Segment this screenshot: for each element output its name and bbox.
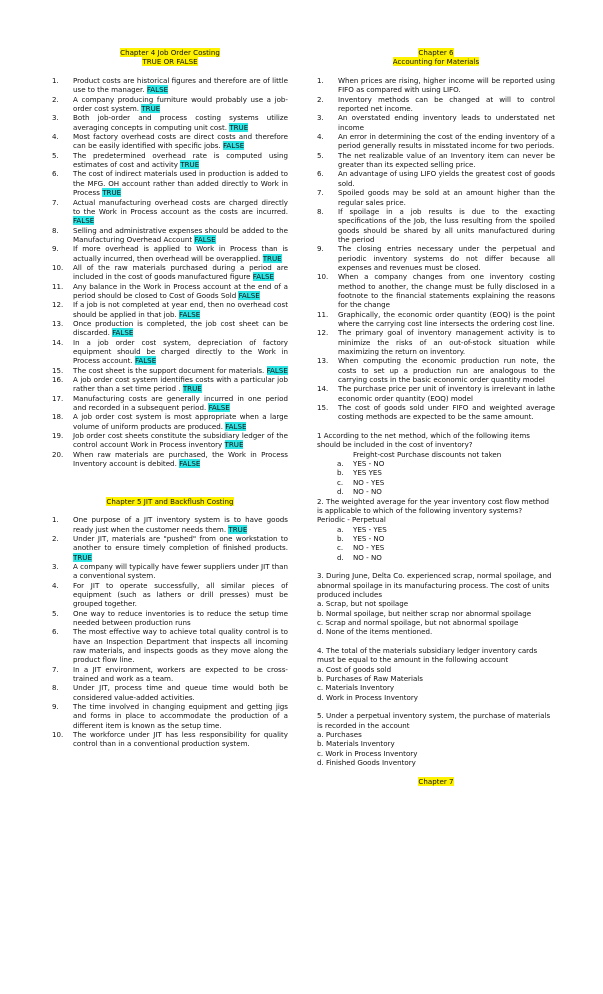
answer-badge: FALSE: [179, 459, 201, 469]
chapter-5-title: Chapter 5 JIT and Backflush Costing: [106, 496, 234, 506]
item-number: 14.: [317, 384, 329, 394]
mc-question-2: [317, 497, 555, 562]
ch6-item: [317, 188, 555, 207]
chapter-7-title: Chapter 7: [418, 776, 454, 786]
option-text: YES - NO: [353, 459, 385, 469]
ch6-item: [317, 151, 555, 170]
chapter-5-list: [52, 515, 288, 749]
mc-option: c. Materials Inventory: [317, 683, 395, 693]
item-number: 7.: [317, 188, 324, 198]
item-number: 11.: [317, 309, 329, 319]
mc-question-4-stem: 4. The total of the materials subsidiary ledger inventory cards must be equal to the amount in the following account: [317, 646, 538, 665]
mc-option: [317, 478, 555, 487]
item-number: 6.: [52, 169, 59, 179]
item-number: 15.: [52, 365, 64, 375]
item-text: Job order cost sheets constitute the subsidiary ledger of the control account Work in Process inventory: [73, 431, 288, 450]
ch5-item: [52, 609, 288, 628]
item-number: 2.: [52, 94, 59, 104]
ch6-item: [317, 272, 555, 309]
answer-badge: TRUE: [182, 384, 202, 394]
item-text: When raw materials are purchased, the Work in Process Inventory account is debited.: [73, 449, 288, 469]
mc-question-1-options: [317, 459, 555, 496]
item-number: 12.: [317, 328, 329, 338]
item-number: 18.: [52, 412, 64, 422]
answer-badge: TRUE: [262, 253, 282, 263]
ch6-item: [317, 356, 555, 384]
answer-badge: FALSE: [73, 216, 95, 226]
ch6-item: [317, 132, 555, 151]
item-number: 8.: [317, 206, 324, 216]
mc-question-2-header: Periodic - Perpetual: [317, 515, 386, 525]
mc-question-5-options: [317, 730, 555, 767]
item-number: 5.: [52, 150, 59, 160]
item-number: 6.: [317, 169, 324, 179]
option-text: NO - NO: [353, 552, 382, 562]
item-text: The primary goal of inventory management activity is to minimize the risks of an out-of-stock situation while maximizing the return on inventory.: [338, 328, 555, 356]
item-text: When prices are rising, higher income will be reported using FIFO as compared with using LIFO.: [338, 76, 555, 95]
item-number: 16.: [52, 375, 64, 385]
option-letter: c.: [337, 477, 344, 487]
ch4-item: [52, 431, 288, 450]
item-text: When computing the economic production run note, the costs to set up a production run are analogous to the carrying costs in the basic economic order quantity model: [338, 356, 555, 385]
item-text: The net realizable value of an Inventory item can never be greater than its expected selling price.: [338, 150, 555, 170]
item-text: If spoilage in a job results is due to the exacting specifications of the Job, the luss resulting from the spoiled goods should be shared by all units manufactured during the period: [338, 206, 555, 244]
item-text: In a job order cost system, depreciation of factory equipment should be charged directly to the Work in Process account.: [73, 337, 288, 366]
ch5-item: [52, 665, 288, 684]
ch4-item: [52, 366, 288, 375]
ch6-item: [317, 328, 555, 356]
answer-badge: FALSE: [238, 290, 260, 300]
item-number: 17.: [52, 393, 64, 403]
ch4-item: [52, 198, 288, 226]
item-number: 6.: [52, 627, 59, 637]
mc-option: [317, 487, 555, 496]
item-text: Manufacturing costs are generally incurred in one period and recorded in a subsequent period.: [73, 393, 288, 413]
answer-badge: FALSE: [208, 403, 230, 413]
mc-option: [317, 525, 555, 534]
ch6-item: [317, 403, 555, 422]
ch6-item: [317, 76, 555, 95]
chapter-6-heading: [317, 48, 555, 67]
mc-option: [317, 468, 555, 477]
answer-badge: FALSE: [252, 272, 275, 282]
answer-badge: FALSE: [266, 365, 288, 375]
mc-question-3: [317, 571, 555, 636]
mc-option: [317, 534, 555, 543]
item-text: A company will typically have fewer suppliers under JIT than a conventional system.: [73, 561, 288, 581]
ch4-item: [52, 282, 288, 301]
item-text: An overstated ending inventory leads to understated net income: [338, 113, 555, 132]
mc-question-1: [317, 431, 555, 496]
item-text: The workforce under JIT has less responsibility for quality control than in a conventional production system.: [73, 730, 288, 749]
item-text: In a JIT environment, workers are expected to be cross-trained and work as a team.: [73, 664, 288, 684]
answer-badge: TRUE: [102, 188, 122, 198]
item-number: 4.: [52, 132, 59, 142]
item-number: 11.: [52, 281, 64, 291]
item-number: 19.: [52, 431, 64, 441]
ch5-item: [52, 581, 288, 609]
mc-option: b. Materials Inventory: [317, 739, 395, 749]
item-text: An advantage of using LIFO yields the greatest cost of goods sold.: [338, 169, 555, 188]
mc-option: [317, 543, 555, 552]
mc-option: c. Scrap and normal spoilage, but not abnormal spoilage: [317, 617, 519, 627]
item-number: 2.: [317, 94, 324, 104]
item-number: 13.: [52, 318, 64, 328]
item-number: 8.: [52, 225, 59, 235]
mc-option: c. Work in Process Inventory: [317, 748, 418, 758]
ch4-item: [52, 113, 288, 132]
option-text: NO - YES: [353, 543, 385, 553]
item-text: Inventory methods can be changed at will to control reported net income.: [338, 94, 555, 114]
item-number: 1.: [52, 515, 59, 525]
item-text: When a company changes from one inventory costing method to another, the change must be fully disclosed in a footnote to the financial statements explaining the reasons for the change: [338, 272, 555, 310]
item-number: 10.: [317, 272, 329, 282]
item-text: Under JIT, materials are "pushed" from one workstation to another to ensure timely completion of finished products.: [73, 533, 288, 553]
item-text: Once production is completed, the job cost sheet can be discarded.: [73, 318, 288, 338]
ch5-item: [52, 534, 288, 562]
mc-option: d. Work in Process Inventory: [317, 692, 418, 702]
item-text: An error in determining the cost of the ending inventory of a period generally results in misstated income for two periods.: [338, 132, 555, 151]
ch4-item: [52, 300, 288, 319]
answer-badge: FALSE: [225, 421, 247, 431]
item-number: 10.: [52, 262, 64, 272]
answer-badge: TRUE: [228, 524, 248, 534]
mc-option: [317, 459, 555, 468]
item-text: Both job-order and process costing systems utilize averaging concepts in computing unit cost.: [73, 113, 288, 132]
item-number: 12.: [52, 300, 64, 310]
item-number: 14.: [52, 337, 64, 347]
item-number: 3.: [52, 113, 59, 123]
item-number: 4.: [317, 132, 324, 142]
mc-question-2-stem: 2. The weighted average for the year inventory cost flow method is applicable to which of the following inventory systems?: [317, 496, 550, 515]
item-text: Selling and administrative expenses should be added to the Manufacturing Overhead Account: [73, 225, 288, 244]
chapter-7-heading: [317, 777, 555, 786]
chapter-4-subtitle: TRUE OR FALSE: [142, 57, 198, 67]
item-text: If more overhead is applied to Work in Process than is actually incurred, then overhead will be overapplied.: [73, 244, 288, 263]
right-column: [317, 48, 555, 786]
mc-option: a. Scrap, but not spoilage: [317, 599, 409, 609]
ch6-item: [317, 95, 555, 114]
item-number: 20.: [52, 449, 64, 459]
chapter-4-title: Chapter 4 Job Order Costing: [120, 48, 220, 57]
item-number: 1.: [317, 76, 324, 86]
option-text: NO - NO: [353, 487, 382, 497]
item-number: 15.: [317, 403, 329, 413]
item-number: 7.: [52, 664, 59, 674]
mc-question-1-stem: 1 According to the net method, which of the following items should be included in the cost of inventory?: [317, 431, 531, 450]
ch4-item: [52, 450, 288, 469]
chapter-4-list: [52, 76, 288, 468]
answer-badge: TRUE: [224, 440, 244, 450]
ch5-item: [52, 702, 288, 730]
mc-question-1-header: Freight-cost Purchase discounts not taken: [353, 449, 502, 459]
ch4-item: [52, 412, 288, 431]
item-text: The purchase price per unit of inventory is irrelevant in lathe economic order quantity (EOQ) model: [338, 384, 555, 403]
item-number: 3.: [52, 561, 59, 571]
item-text: One way to reduce inventories is to reduce the setup time needed between production runs: [73, 608, 288, 627]
option-letter: a.: [337, 524, 344, 534]
item-text: The cost of goods sold under FIFO and weighted average costing methods are expected to be the same amount.: [338, 403, 555, 422]
option-text: YES - NO: [353, 533, 385, 543]
item-text: Any balance in the Work in Process account at the end of a period should be closed to Cost of Goods Sold: [73, 281, 288, 300]
ch5-item: [52, 683, 288, 702]
option-letter: d.: [337, 487, 344, 497]
item-number: 9.: [317, 244, 324, 254]
answer-badge: FALSE: [223, 141, 245, 151]
ch6-item: [317, 207, 555, 244]
ch4-item: [52, 319, 288, 338]
item-text: A job order cost system identifies costs with a particular job rather than a set time period .: [73, 375, 288, 394]
answer-badge: FALSE: [194, 234, 216, 244]
ch4-item: [52, 76, 288, 95]
ch5-item: [52, 562, 288, 581]
item-text: If a job is not completed at year end, then no overhead cost should be applied in that job.: [73, 300, 288, 319]
answer-badge: TRUE: [229, 122, 249, 132]
answer-badge: FALSE: [134, 356, 157, 366]
ch4-item: [52, 394, 288, 413]
item-text: Product costs are historical figures and therefore are of little use to the manager.: [73, 76, 288, 95]
ch4-item: [52, 226, 288, 245]
answer-badge: TRUE: [141, 104, 161, 114]
item-number: 9.: [52, 702, 59, 712]
ch5-item: [52, 627, 288, 664]
left-column: [52, 48, 288, 749]
item-number: 3.: [317, 113, 324, 123]
item-number: 13.: [317, 356, 329, 366]
mc-question-4-options: [317, 665, 555, 702]
mc-option: [317, 553, 555, 562]
item-text: The cost of indirect materials used in production is added to the MFG. OH account rather than added directly to Work in Process: [73, 169, 288, 198]
option-letter: b.: [337, 468, 344, 478]
answer-badge: TRUE: [180, 160, 200, 170]
chapter-6-list: [317, 76, 555, 422]
mc-option: d. Finished Goods Inventory: [317, 758, 416, 768]
item-text: Spoiled goods may be sold at an amount higher than the regular sales price.: [338, 188, 555, 207]
item-text: Graphically, the economic order quantity (EOQ) is the point where the carrying cost line intersects the ordering cost line.: [338, 309, 555, 328]
option-text: YES YES: [353, 468, 382, 478]
item-number: 5.: [52, 608, 59, 618]
option-text: NO - YES: [353, 477, 385, 487]
item-text: Most factory overhead costs are direct costs and therefore can be easily identified with specific jobs.: [73, 132, 288, 151]
mc-question-4: [317, 646, 555, 702]
ch6-item: [317, 244, 555, 272]
item-text: One purpose of a JIT inventory system is to have goods ready just when the customer needs them.: [73, 515, 288, 534]
option-text: YES - YES: [353, 524, 387, 534]
mc-option: d. None of the items mentioned.: [317, 627, 433, 637]
item-text: Under JIT, process time and queue time would both be considered value-added activities.: [73, 683, 288, 702]
item-number: 2.: [52, 533, 59, 543]
item-number: 1.: [52, 76, 59, 86]
ch5-item: [52, 730, 288, 749]
ch6-item: [317, 384, 555, 403]
ch6-item: [317, 113, 555, 132]
mc-option: b. Normal spoilage, but neither scrap nor abnormal spoilage: [317, 608, 532, 618]
mc-option: a. Purchases: [317, 730, 362, 740]
ch5-item: [52, 515, 288, 534]
chapter-4-heading: [52, 48, 288, 67]
mc-question-5-stem: 5. Under a perpetual inventory system, the purchase of materials is recorded in the account: [317, 711, 551, 730]
option-letter: a.: [337, 459, 344, 469]
option-letter: c.: [337, 543, 344, 553]
option-letter: d.: [337, 552, 344, 562]
item-number: 8.: [52, 683, 59, 693]
answer-badge: TRUE: [73, 552, 92, 562]
item-number: 5.: [317, 150, 324, 160]
item-text: A job order cost system is most appropriate when a large volume of uniform products are produced.: [73, 412, 288, 431]
ch4-item: [52, 375, 288, 394]
item-text: The most effective way to achieve total quality control is to have an Inspection Department that inspects all incoming raw materials, and inspects goods as they move along the product flow line.: [73, 627, 288, 665]
item-text: A company producing furniture would probably use a job-order cost system.: [73, 94, 288, 114]
chapter-6-subtitle: Accounting for Materials: [392, 57, 480, 67]
item-text: The time involved in changing equipment and getting jigs and forms in place to accommodate the production of a different item is known as the setup time.: [73, 702, 288, 730]
item-number: 9.: [52, 244, 59, 254]
chapter-5-heading: [52, 497, 288, 506]
mc-question-2-options: [317, 525, 555, 562]
chapter-6-title: Chapter 6: [418, 48, 454, 57]
mc-option: a. Cost of goods sold: [317, 664, 392, 674]
mc-option: b. Purchases of Raw Materials: [317, 674, 423, 684]
mc-question-3-options: [317, 599, 555, 636]
item-text: The cost sheet is the support document for materials.: [73, 365, 265, 375]
option-letter: b.: [337, 533, 344, 543]
ch6-item: [317, 310, 555, 329]
item-text: The predetermined overhead rate is computed using estimates of cost and activity: [73, 150, 288, 170]
answer-badge: FALSE: [146, 85, 169, 95]
item-text: Actual manufacturing overhead costs are charged directly to the Work in Process account as the costs are incurred.: [73, 197, 288, 216]
ch4-item: [52, 95, 288, 114]
item-text: All of the raw materials purchased during a period are included in the cost of goods manufactured figure: [73, 262, 288, 282]
mc-question-3-stem: 3. During June, Delta Co. experienced scrap, normal spoilage, and abnormal spoilage in its manufacturing process. The cost of units produced includes: [317, 571, 552, 599]
ch4-item: [52, 244, 288, 263]
item-text: The closing entries necessary under the perpetual and periodic inventory systems do not differ because all expenses and revenues must be closed.: [338, 244, 555, 272]
answer-badge: FALSE: [112, 328, 134, 338]
item-number: 4.: [52, 580, 59, 590]
ch4-item: [52, 151, 288, 170]
item-number: 10.: [52, 730, 64, 740]
ch4-item: [52, 263, 288, 282]
ch6-item: [317, 169, 555, 188]
ch4-item: [52, 338, 288, 366]
ch4-item: [52, 169, 288, 197]
answer-badge: FALSE: [179, 309, 201, 319]
item-text: For JIT to operate successfully, all similar pieces of equipment (such as lathers or drill presses) must be grouped together.: [73, 580, 288, 609]
mc-question-5: [317, 711, 555, 767]
ch4-item: [52, 132, 288, 151]
item-number: 7.: [52, 197, 59, 207]
